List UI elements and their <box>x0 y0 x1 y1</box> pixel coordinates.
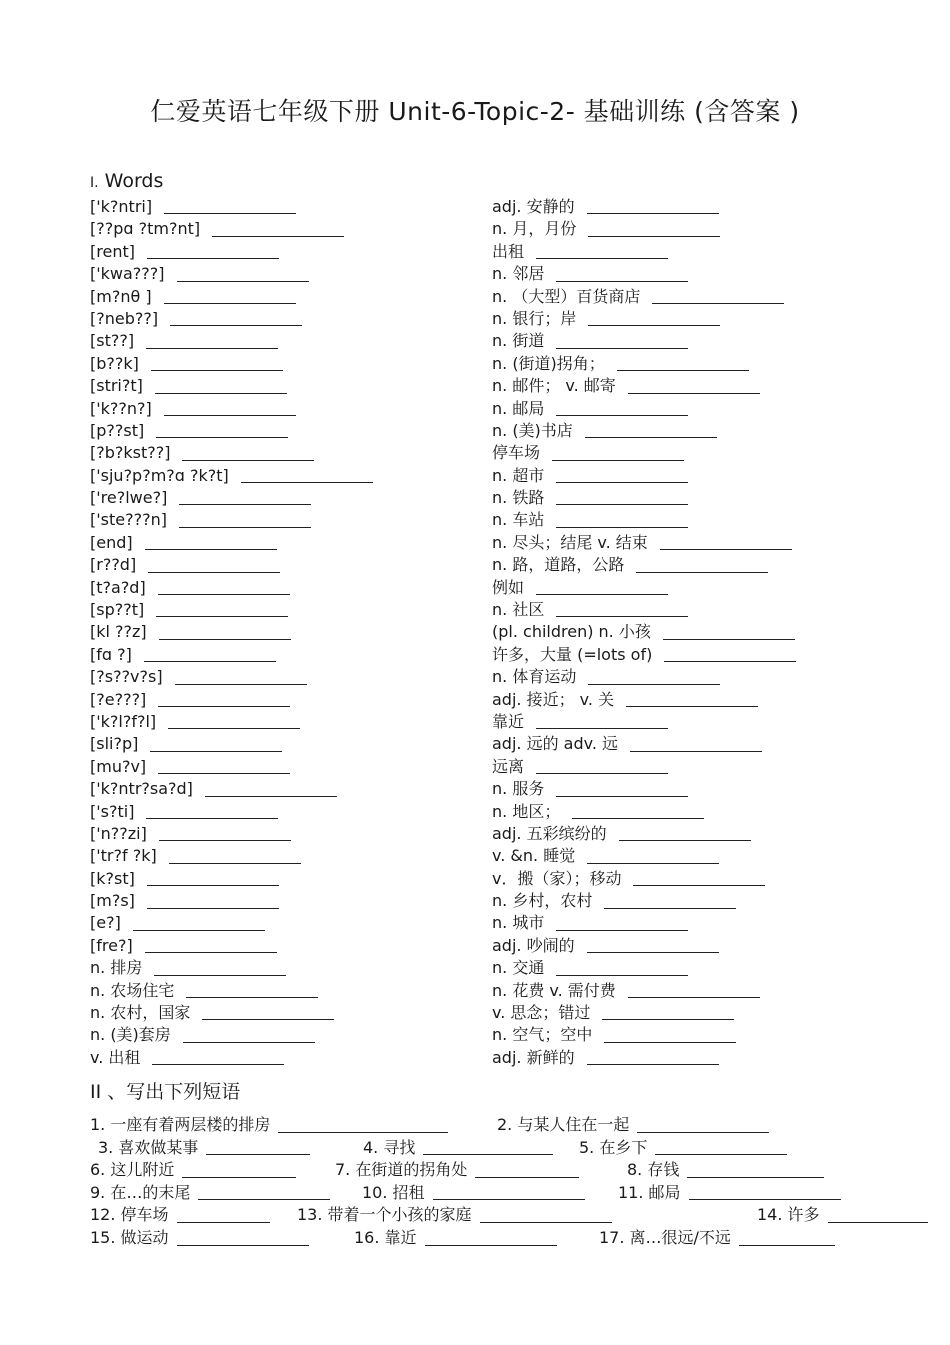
answer-blank[interactable] <box>164 303 296 304</box>
answer-blank[interactable] <box>664 661 796 662</box>
right-word-row <box>492 465 892 487</box>
phrase-item <box>627 1159 824 1182</box>
answer-blank[interactable] <box>147 258 279 259</box>
answer-blank[interactable] <box>602 1019 734 1020</box>
left-word-row <box>90 509 490 531</box>
left-word-row <box>90 890 490 912</box>
word-prompt: n. 空气；空中 <box>492 1025 593 1045</box>
answer-blank[interactable] <box>626 706 758 707</box>
answer-blank[interactable] <box>145 952 277 953</box>
answer-blank[interactable] <box>587 213 719 214</box>
left-word-row <box>90 554 490 576</box>
left-word-row <box>90 957 490 979</box>
section-number: I. <box>90 175 99 191</box>
right-word-row <box>492 957 892 979</box>
answer-blank[interactable] <box>556 415 688 416</box>
word-prompt: [e?] <box>90 913 121 933</box>
left-word-row <box>90 644 490 666</box>
answer-blank[interactable] <box>147 908 279 909</box>
word-prompt: [p??st] <box>90 420 145 440</box>
phrase-prompt: 15. 做运动 <box>90 1227 169 1247</box>
word-prompt: ['k?ntr?sa?d] <box>90 779 193 799</box>
answer-blank[interactable] <box>179 527 311 528</box>
phrase-row <box>90 1159 870 1182</box>
word-prompt: n. 城市 <box>492 913 545 933</box>
answer-blank[interactable] <box>145 549 277 550</box>
word-prompt: adj. 新鲜的 <box>492 1047 575 1067</box>
answer-blank[interactable] <box>556 616 688 617</box>
right-word-row <box>492 689 892 711</box>
word-prompt: 停车场 <box>492 443 541 463</box>
answer-blank[interactable] <box>604 1042 736 1043</box>
word-prompt: 远离 <box>492 756 525 776</box>
answer-blank[interactable] <box>433 1199 585 1200</box>
word-prompt: v. &n. 睡觉 <box>492 846 576 866</box>
left-word-row <box>90 196 490 218</box>
answer-blank[interactable] <box>556 930 688 931</box>
answer-blank[interactable] <box>182 460 314 461</box>
word-prompt: [?b?kst??] <box>90 443 171 463</box>
answer-blank[interactable] <box>617 370 749 371</box>
answer-blank[interactable] <box>588 325 720 326</box>
phrase-row <box>90 1227 870 1250</box>
right-word-row <box>492 1024 892 1046</box>
answer-blank[interactable] <box>585 437 717 438</box>
phrase-prompt: 4. 寻找 <box>363 1137 416 1157</box>
right-word-row <box>492 487 892 509</box>
word-prompt: 出租 <box>492 241 525 261</box>
phrase-item <box>90 1182 330 1205</box>
right-word-row <box>492 890 892 912</box>
left-word-row <box>90 868 490 890</box>
answer-blank[interactable] <box>628 997 760 998</box>
phrase-item <box>297 1204 612 1227</box>
word-prompt: [end] <box>90 532 133 552</box>
left-word-row <box>90 398 490 420</box>
word-prompt: n. 花费 v. 需付费 <box>492 980 616 1000</box>
answer-blank[interactable] <box>278 1132 448 1133</box>
right-word-row <box>492 599 892 621</box>
left-word-row <box>90 689 490 711</box>
word-prompt: n. 邻居 <box>492 264 545 284</box>
answer-blank[interactable] <box>202 1019 334 1020</box>
phrase-item <box>335 1159 579 1182</box>
phrase-item <box>497 1114 769 1137</box>
answer-blank[interactable] <box>147 885 279 886</box>
phrase-prompt: 17. 离…很远/不远 <box>599 1227 731 1247</box>
phrase-item <box>362 1182 585 1205</box>
left-word-row <box>90 845 490 867</box>
word-prompt: [fre?] <box>90 935 133 955</box>
word-prompt: [fɑ ?] <box>90 644 132 664</box>
answer-blank[interactable] <box>588 236 720 237</box>
answer-blank[interactable] <box>175 684 307 685</box>
left-word-row <box>90 778 490 800</box>
answer-blank[interactable] <box>423 1154 553 1155</box>
page-title: 仁爱英语七年级下册 Unit-6-Topic-2- 基础训练 (含答案 ) <box>150 97 800 126</box>
left-word-row <box>90 532 490 554</box>
answer-blank[interactable] <box>556 796 688 797</box>
answer-blank[interactable] <box>179 504 311 505</box>
word-prompt: v. 思念；错过 <box>492 1003 591 1023</box>
right-word-row <box>492 554 892 576</box>
left-word-row <box>90 330 490 352</box>
answer-blank[interactable] <box>169 863 301 864</box>
phrase-prompt: 13. 带着一个小孩的家庭 <box>297 1205 472 1225</box>
answer-blank[interactable] <box>556 527 688 528</box>
right-word-column <box>492 196 892 1069</box>
phrase-prompt: 7. 在街道的拐角处 <box>335 1160 468 1180</box>
section-phrases-heading: II 、写出下列短语 <box>90 1081 241 1103</box>
word-prompt: ['tr?f ?k] <box>90 846 157 866</box>
left-word-row <box>90 577 490 599</box>
word-prompt: ['ste???n] <box>90 510 167 530</box>
word-prompt: [kl ??z] <box>90 622 147 642</box>
phrase-item <box>98 1137 310 1160</box>
answer-blank[interactable] <box>588 684 720 685</box>
phrase-row <box>90 1182 870 1205</box>
answer-blank[interactable] <box>186 997 318 998</box>
left-word-row <box>90 263 490 285</box>
section-label: Words <box>104 170 164 192</box>
left-word-row <box>90 241 490 263</box>
answer-blank[interactable] <box>739 1245 835 1246</box>
answer-blank[interactable] <box>198 1199 330 1200</box>
phrase-row <box>90 1204 870 1227</box>
phrase-item <box>757 1204 928 1227</box>
answer-blank[interactable] <box>604 908 736 909</box>
word-prompt: ['kwa???] <box>90 264 165 284</box>
word-prompt: 靠近 <box>492 711 525 731</box>
right-word-row <box>492 398 892 420</box>
left-word-row <box>90 487 490 509</box>
answer-blank[interactable] <box>663 639 795 640</box>
phrase-prompt: 5. 在乡下 <box>579 1137 648 1157</box>
answer-blank[interactable] <box>158 594 290 595</box>
phrase-prompt: 16. 靠近 <box>354 1227 417 1247</box>
left-word-row <box>90 375 490 397</box>
left-word-row <box>90 756 490 778</box>
right-word-row <box>492 1047 892 1069</box>
right-word-row <box>492 733 892 755</box>
answer-blank[interactable] <box>633 885 765 886</box>
answer-blank[interactable] <box>158 706 290 707</box>
phrase-prompt: 10. 招租 <box>362 1182 425 1202</box>
answer-blank[interactable] <box>425 1245 557 1246</box>
word-prompt: 例如 <box>492 577 525 597</box>
word-prompt: n. 路，道路，公路 <box>492 555 625 575</box>
right-word-row <box>492 935 892 957</box>
right-word-row <box>492 980 892 1002</box>
word-prompt: n. 车站 <box>492 510 545 530</box>
word-prompt: n. (美)书店 <box>492 420 573 440</box>
right-word-row <box>492 868 892 890</box>
right-word-row <box>492 263 892 285</box>
right-word-row <box>492 442 892 464</box>
answer-blank[interactable] <box>148 572 280 573</box>
phrase-prompt: 2. 与某人住在一起 <box>497 1115 630 1134</box>
right-word-row <box>492 756 892 778</box>
word-prompt: n. 服务 <box>492 779 545 799</box>
answer-blank[interactable] <box>480 1222 612 1223</box>
left-word-row <box>90 935 490 957</box>
word-prompt: [?e???] <box>90 689 147 709</box>
answer-blank[interactable] <box>212 236 344 237</box>
word-prompt: n. 社区 <box>492 600 545 620</box>
right-word-row <box>492 353 892 375</box>
word-prompt: n. （大型）百货商店 <box>492 286 641 306</box>
answer-blank[interactable] <box>628 393 760 394</box>
answer-blank[interactable] <box>536 728 668 729</box>
answer-blank[interactable] <box>587 952 719 953</box>
left-word-row <box>90 599 490 621</box>
answer-blank[interactable] <box>150 751 282 752</box>
word-prompt: n. 农村，国家 <box>90 1003 191 1023</box>
word-prompt: n. 地区； <box>492 801 561 821</box>
answer-blank[interactable] <box>177 1222 270 1223</box>
answer-blank[interactable] <box>133 930 265 931</box>
word-prompt: ['re?lwe?] <box>90 488 168 508</box>
phrase-prompt: 6. 这儿附近 <box>90 1160 175 1180</box>
word-prompt: n. 农场住宅 <box>90 980 175 1000</box>
answer-blank[interactable] <box>156 616 288 617</box>
answer-blank[interactable] <box>164 213 296 214</box>
left-word-column <box>90 196 490 1069</box>
answer-blank[interactable] <box>660 549 792 550</box>
phrase-prompt: 1. 一座有着两层楼的排房 <box>90 1115 271 1134</box>
phrase-item <box>618 1182 841 1205</box>
answer-blank[interactable] <box>828 1222 928 1223</box>
answer-blank[interactable] <box>146 348 278 349</box>
left-word-row <box>90 308 490 330</box>
word-prompt: n. 尽头；结尾 v. 结束 <box>492 532 648 552</box>
left-word-row <box>90 980 490 1002</box>
word-prompt: n. 交通 <box>492 958 545 978</box>
word-prompt: [rent] <box>90 241 135 261</box>
phrase-item <box>354 1227 557 1250</box>
word-prompt: ['k?ntri] <box>90 196 153 216</box>
right-word-row <box>492 308 892 330</box>
left-word-row <box>90 1024 490 1046</box>
answer-blank[interactable] <box>151 370 283 371</box>
word-prompt: [sli?p] <box>90 734 139 754</box>
answer-blank[interactable] <box>205 796 337 797</box>
answer-blank[interactable] <box>556 482 688 483</box>
word-prompt: [m?nθ ] <box>90 286 152 306</box>
word-prompt: adj. 远的 adv. 远 <box>492 734 619 754</box>
phrase-row <box>90 1137 870 1160</box>
right-word-row <box>492 218 892 240</box>
right-word-row <box>492 286 892 308</box>
left-word-row <box>90 1002 490 1024</box>
word-prompt: [st??] <box>90 331 135 351</box>
phrase-item <box>90 1227 309 1250</box>
answer-blank[interactable] <box>572 818 704 819</box>
answer-blank[interactable] <box>164 415 296 416</box>
answer-blank[interactable] <box>144 661 276 662</box>
right-word-row <box>492 196 892 218</box>
answer-blank[interactable] <box>689 1199 841 1200</box>
phrase-item <box>363 1137 553 1160</box>
answer-blank[interactable] <box>241 482 373 483</box>
word-prompt: n. 街道 <box>492 331 545 351</box>
phrase-row <box>90 1114 870 1137</box>
left-word-row <box>90 465 490 487</box>
left-word-row <box>90 823 490 845</box>
answer-blank[interactable] <box>687 1177 824 1178</box>
answer-blank[interactable] <box>168 728 300 729</box>
word-prompt: adj. 吵闹的 <box>492 935 575 955</box>
left-word-row <box>90 286 490 308</box>
answer-blank[interactable] <box>630 751 762 752</box>
phrase-item <box>90 1204 270 1227</box>
right-word-row <box>492 845 892 867</box>
answer-blank[interactable] <box>637 1132 769 1133</box>
word-prompt: ['n??zi] <box>90 823 147 843</box>
left-word-row <box>90 353 490 375</box>
answer-blank[interactable] <box>636 572 768 573</box>
word-prompt: n. 银行；岸 <box>492 308 577 328</box>
word-prompt: [r??d] <box>90 555 137 575</box>
right-word-row <box>492 420 892 442</box>
answer-blank[interactable] <box>552 460 684 461</box>
answer-blank[interactable] <box>475 1177 579 1178</box>
section-words-heading <box>90 170 163 192</box>
word-prompt: adj. 接近； v. 关 <box>492 689 615 709</box>
word-prompt: ['sju?p?m?ɑ ?k?t] <box>90 465 229 485</box>
word-prompt: n. 邮局 <box>492 398 545 418</box>
left-word-row <box>90 621 490 643</box>
right-word-row <box>492 532 892 554</box>
word-prompt: [??pɑ ?tm?nt] <box>90 219 201 239</box>
answer-blank[interactable] <box>587 1064 719 1065</box>
answer-blank[interactable] <box>556 348 688 349</box>
left-word-row <box>90 666 490 688</box>
phrase-item <box>90 1114 448 1137</box>
word-prompt: n. 邮件； v. 邮寄 <box>492 376 616 396</box>
right-word-row <box>492 644 892 666</box>
phrase-prompt: 9. 在…的末尾 <box>90 1182 191 1202</box>
right-word-row <box>492 375 892 397</box>
phrases-list <box>90 1114 870 1250</box>
left-word-row <box>90 1047 490 1069</box>
phrase-prompt: 12. 停车场 <box>90 1205 169 1225</box>
answer-blank[interactable] <box>182 1177 296 1178</box>
answer-blank[interactable] <box>152 1064 284 1065</box>
word-prompt: [k?st] <box>90 868 135 888</box>
right-word-row <box>492 823 892 845</box>
answer-blank[interactable] <box>177 281 309 282</box>
right-word-row <box>492 913 892 935</box>
left-word-row <box>90 420 490 442</box>
answer-blank[interactable] <box>158 773 290 774</box>
word-prompt: n. 排房 <box>90 958 143 978</box>
word-prompt: [stri?t] <box>90 376 143 396</box>
phrase-item <box>90 1159 296 1182</box>
word-prompt: n. 体育运动 <box>492 667 577 687</box>
word-prompt: n. (美)套房 <box>90 1025 171 1045</box>
answer-blank[interactable] <box>146 818 278 819</box>
answer-blank[interactable] <box>159 639 291 640</box>
answer-blank[interactable] <box>536 594 668 595</box>
word-prompt: n. 月，月份 <box>492 219 577 239</box>
right-word-row <box>492 621 892 643</box>
right-word-row <box>492 241 892 263</box>
answer-blank[interactable] <box>155 393 287 394</box>
word-prompt: [?neb??] <box>90 308 159 328</box>
answer-blank[interactable] <box>206 1154 310 1155</box>
word-prompt: n. (街道)拐角； <box>492 353 605 373</box>
right-word-row <box>492 1002 892 1024</box>
word-prompt: [sp??t] <box>90 600 145 620</box>
word-prompt: ['k??n?] <box>90 398 152 418</box>
answer-blank[interactable] <box>536 773 668 774</box>
right-word-row <box>492 330 892 352</box>
word-prompt: ['k?l?f?l] <box>90 711 157 731</box>
phrase-prompt: 14. 许多 <box>757 1205 820 1225</box>
answer-blank[interactable] <box>652 303 784 304</box>
word-prompt: v. 出租 <box>90 1047 141 1067</box>
answer-blank[interactable] <box>183 1042 315 1043</box>
phrase-prompt: 11. 邮局 <box>618 1182 681 1202</box>
word-prompt: adj. 五彩缤纷的 <box>492 823 607 843</box>
answer-blank[interactable] <box>536 258 668 259</box>
word-prompt: adj. 安静的 <box>492 196 575 216</box>
word-prompt: ['s?ti] <box>90 801 135 821</box>
answer-blank[interactable] <box>556 975 688 976</box>
answer-blank[interactable] <box>556 504 688 505</box>
left-word-row <box>90 733 490 755</box>
left-word-row <box>90 218 490 240</box>
answer-blank[interactable] <box>177 1245 309 1246</box>
right-word-row <box>492 711 892 733</box>
answer-blank[interactable] <box>154 975 286 976</box>
left-word-row <box>90 442 490 464</box>
left-word-row <box>90 711 490 733</box>
word-prompt: n. 铁路 <box>492 488 545 508</box>
answer-blank[interactable] <box>156 437 288 438</box>
phrase-prompt: 3. 喜欢做某事 <box>98 1137 199 1157</box>
right-word-row <box>492 509 892 531</box>
word-prompt: n. 超市 <box>492 465 545 485</box>
word-prompt: [mu?v] <box>90 756 147 776</box>
right-word-row <box>492 577 892 599</box>
left-word-row <box>90 801 490 823</box>
phrase-prompt: 8. 存钱 <box>627 1160 680 1180</box>
right-word-row <box>492 666 892 688</box>
word-prompt: [t?a?d] <box>90 577 146 597</box>
answer-blank[interactable] <box>655 1154 787 1155</box>
word-prompt: [b??k] <box>90 353 139 373</box>
word-prompt: v．搬（家）；移动 <box>492 868 622 888</box>
left-word-row <box>90 913 490 935</box>
word-prompt: (pl. children) n. 小孩 <box>492 622 651 642</box>
answer-blank[interactable] <box>587 863 719 864</box>
word-prompt: 许多，大量 (=lots of) <box>492 644 653 664</box>
answer-blank[interactable] <box>619 840 751 841</box>
word-prompt: [m?s] <box>90 891 135 911</box>
phrase-item <box>579 1137 787 1160</box>
phrase-item <box>599 1227 835 1250</box>
word-prompt: [?s??v?s] <box>90 667 163 687</box>
word-prompt: n. 乡村，农村 <box>492 891 593 911</box>
answer-blank[interactable] <box>159 840 291 841</box>
answer-blank[interactable] <box>170 325 302 326</box>
right-word-row <box>492 801 892 823</box>
right-word-row <box>492 778 892 800</box>
answer-blank[interactable] <box>556 281 688 282</box>
